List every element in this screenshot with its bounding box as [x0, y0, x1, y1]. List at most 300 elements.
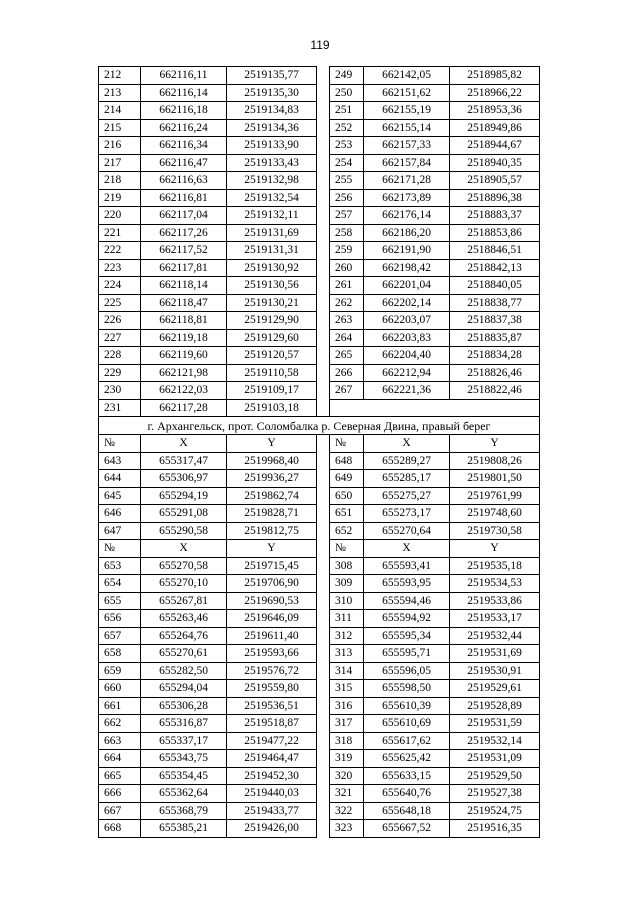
x-coordinate: 662198,42 — [364, 259, 450, 277]
y-coordinate: 2518985,82 — [450, 67, 540, 85]
y-coordinate: 2519464,47 — [227, 750, 317, 768]
column-gap — [317, 785, 330, 803]
point-number: 214 — [99, 102, 141, 120]
y-coordinate: 2518837,38 — [450, 312, 540, 330]
y-coordinate: 2519532,14 — [450, 732, 540, 750]
x-coordinate: 662117,52 — [141, 242, 227, 260]
column-gap — [317, 540, 330, 558]
y-coordinate: 2519452,30 — [227, 767, 317, 785]
column-gap — [317, 207, 330, 225]
y-coordinate: 2519531,09 — [450, 750, 540, 768]
y-coordinate: 2519129,90 — [227, 312, 317, 330]
x-coordinate: 662116,24 — [141, 119, 227, 137]
header-y: Y — [450, 540, 540, 558]
column-gap — [317, 119, 330, 137]
point-number: 217 — [99, 154, 141, 172]
point-number: 263 — [330, 312, 364, 330]
header-num: № — [99, 540, 141, 558]
x-coordinate: 655337,17 — [141, 732, 227, 750]
y-coordinate: 2519535,18 — [450, 557, 540, 575]
x-coordinate: 655593,95 — [364, 575, 450, 593]
section-2-body — [99, 452, 540, 540]
section-1-body — [99, 67, 540, 417]
point-number: 261 — [330, 277, 364, 295]
y-coordinate: 2519433,77 — [227, 802, 317, 820]
header-x: X — [141, 540, 227, 558]
x-coordinate: 655354,45 — [141, 767, 227, 785]
point-number: 267 — [330, 382, 364, 400]
y-coordinate: 2518905,57 — [450, 172, 540, 190]
table-row — [99, 610, 540, 628]
table-row — [99, 820, 540, 838]
column-gap — [317, 610, 330, 628]
x-coordinate: 655306,28 — [141, 697, 227, 715]
x-coordinate: 662117,81 — [141, 259, 227, 277]
x-coordinate: 662117,04 — [141, 207, 227, 225]
point-number: 252 — [330, 119, 364, 137]
point-number: 309 — [330, 575, 364, 593]
header-num: № — [99, 435, 141, 453]
y-coordinate: 2518822,46 — [450, 382, 540, 400]
point-number: 644 — [99, 470, 141, 488]
column-gap — [317, 487, 330, 505]
y-coordinate: 2519646,09 — [227, 610, 317, 628]
x-coordinate: 662116,34 — [141, 137, 227, 155]
x-coordinate: 655610,39 — [364, 697, 450, 715]
point-number: 321 — [330, 785, 364, 803]
table-row — [99, 470, 540, 488]
point-number: 227 — [99, 329, 141, 347]
x-coordinate: 662221,36 — [364, 382, 450, 400]
point-number: 661 — [99, 697, 141, 715]
x-coordinate: 655633,15 — [364, 767, 450, 785]
x-coordinate: 662157,84 — [364, 154, 450, 172]
table-row — [99, 347, 540, 365]
x-coordinate: 662155,19 — [364, 102, 450, 120]
point-number: 229 — [99, 364, 141, 382]
column-gap — [317, 732, 330, 750]
x-coordinate: 655270,58 — [141, 557, 227, 575]
point-number: 220 — [99, 207, 141, 225]
x-coordinate: 655595,34 — [364, 627, 450, 645]
header-x: X — [364, 435, 450, 453]
point-number: 319 — [330, 750, 364, 768]
table-row — [99, 119, 540, 137]
x-coordinate: 662151,62 — [364, 84, 450, 102]
x-coordinate: 662173,89 — [364, 189, 450, 207]
y-coordinate: 2519133,90 — [227, 137, 317, 155]
table-row — [99, 277, 540, 295]
column-gap — [317, 329, 330, 347]
point-number: 256 — [330, 189, 364, 207]
column-gap — [317, 505, 330, 523]
point-number: 221 — [99, 224, 141, 242]
x-coordinate: 662176,14 — [364, 207, 450, 225]
point-number: 253 — [330, 137, 364, 155]
x-coordinate: 655289,27 — [364, 452, 450, 470]
x-coordinate: 655667,52 — [364, 820, 450, 838]
column-gap — [317, 67, 330, 85]
y-coordinate: 2519132,54 — [227, 189, 317, 207]
column-gap — [317, 347, 330, 365]
x-coordinate: 655316,87 — [141, 715, 227, 733]
y-coordinate: 2519518,87 — [227, 715, 317, 733]
point-number: 650 — [330, 487, 364, 505]
y-coordinate: 2519536,51 — [227, 697, 317, 715]
x-coordinate: 655294,19 — [141, 487, 227, 505]
y-coordinate: 2519129,60 — [227, 329, 317, 347]
y-coordinate: 2519524,75 — [450, 802, 540, 820]
y-coordinate: 2519748,60 — [450, 505, 540, 523]
x-coordinate: 662186,20 — [364, 224, 450, 242]
y-coordinate: 2519808,26 — [450, 452, 540, 470]
y-coordinate: 2519533,86 — [450, 592, 540, 610]
column-gap — [317, 154, 330, 172]
table-row — [99, 137, 540, 155]
point-number: 649 — [330, 470, 364, 488]
y-coordinate: 2519134,36 — [227, 119, 317, 137]
column-gap — [317, 312, 330, 330]
table-row — [99, 382, 540, 400]
column-gap — [317, 662, 330, 680]
x-coordinate: 662116,14 — [141, 84, 227, 102]
column-gap — [317, 189, 330, 207]
table-row — [99, 294, 540, 312]
y-coordinate: 2519131,69 — [227, 224, 317, 242]
header-num: № — [330, 435, 364, 453]
y-coordinate: 2518842,13 — [450, 259, 540, 277]
table-row — [99, 715, 540, 733]
point-number: 310 — [330, 592, 364, 610]
table-row — [99, 67, 540, 85]
y-coordinate: 2519531,59 — [450, 715, 540, 733]
y-coordinate: 2518883,37 — [450, 207, 540, 225]
y-coordinate: 2519533,17 — [450, 610, 540, 628]
x-coordinate: 655273,17 — [364, 505, 450, 523]
table-row — [99, 207, 540, 225]
point-number: 667 — [99, 802, 141, 820]
table-row — [99, 452, 540, 470]
column-gap — [317, 452, 330, 470]
point-number: 251 — [330, 102, 364, 120]
caption-row — [99, 417, 540, 435]
table-row — [99, 662, 540, 680]
y-coordinate: 2519130,21 — [227, 294, 317, 312]
x-coordinate: 655596,05 — [364, 662, 450, 680]
y-coordinate: 2519132,11 — [227, 207, 317, 225]
y-coordinate: 2519134,83 — [227, 102, 317, 120]
point-number: 313 — [330, 645, 364, 663]
header-num: № — [330, 540, 364, 558]
y-coordinate: 2519812,75 — [227, 522, 317, 540]
table-row — [99, 172, 540, 190]
column-header-row — [99, 435, 540, 453]
x-coordinate: 655648,18 — [364, 802, 450, 820]
x-coordinate: 655343,75 — [141, 750, 227, 768]
point-number: 250 — [330, 84, 364, 102]
point-number: 314 — [330, 662, 364, 680]
point-number: 213 — [99, 84, 141, 102]
column-gap — [317, 294, 330, 312]
column-gap — [317, 680, 330, 698]
x-coordinate: 662116,11 — [141, 67, 227, 85]
point-number: 662 — [99, 715, 141, 733]
point-number: 230 — [99, 382, 141, 400]
x-coordinate: 662121,98 — [141, 364, 227, 382]
x-coordinate: 662204,40 — [364, 347, 450, 365]
column-gap — [317, 224, 330, 242]
x-coordinate: 662118,81 — [141, 312, 227, 330]
point-number: 225 — [99, 294, 141, 312]
table-row — [99, 487, 540, 505]
column-gap — [317, 575, 330, 593]
point-number: 315 — [330, 680, 364, 698]
column-header-row — [99, 540, 540, 558]
y-coordinate: 2519133,43 — [227, 154, 317, 172]
section-3-header — [99, 540, 540, 558]
x-coordinate: 655368,79 — [141, 802, 227, 820]
point-number: 265 — [330, 347, 364, 365]
y-coordinate: 2518835,87 — [450, 329, 540, 347]
table-row — [99, 680, 540, 698]
point-number: 231 — [99, 399, 141, 417]
x-coordinate: 662116,18 — [141, 102, 227, 120]
x-coordinate: 655640,76 — [364, 785, 450, 803]
x-coordinate: 655270,61 — [141, 645, 227, 663]
table-row — [99, 154, 540, 172]
y-coordinate: 2519611,40 — [227, 627, 317, 645]
point-number: 665 — [99, 767, 141, 785]
point-number: 648 — [330, 452, 364, 470]
x-coordinate: 662155,14 — [364, 119, 450, 137]
y-coordinate: 2519730,58 — [450, 522, 540, 540]
x-coordinate: 662157,33 — [364, 137, 450, 155]
table-row — [99, 364, 540, 382]
x-coordinate: 655282,50 — [141, 662, 227, 680]
x-coordinate: 655263,46 — [141, 610, 227, 628]
y-coordinate: 2519534,53 — [450, 575, 540, 593]
table-row — [99, 750, 540, 768]
y-coordinate: 2519131,31 — [227, 242, 317, 260]
y-coordinate: 2518846,51 — [450, 242, 540, 260]
x-coordinate: 655617,62 — [364, 732, 450, 750]
point-number: 664 — [99, 750, 141, 768]
x-coordinate: 662119,60 — [141, 347, 227, 365]
header-y: Y — [227, 540, 317, 558]
point-number: 652 — [330, 522, 364, 540]
column-gap — [317, 399, 330, 417]
point-number: 318 — [330, 732, 364, 750]
column-gap — [317, 522, 330, 540]
point-number: 322 — [330, 802, 364, 820]
column-gap — [317, 259, 330, 277]
header-x: X — [364, 540, 450, 558]
y-coordinate: 2518944,67 — [450, 137, 540, 155]
x-coordinate: 662201,04 — [364, 277, 450, 295]
y-coordinate: 2519936,27 — [227, 470, 317, 488]
point-number: 643 — [99, 452, 141, 470]
column-gap — [317, 697, 330, 715]
point-number: 262 — [330, 294, 364, 312]
y-coordinate: 2519110,58 — [227, 364, 317, 382]
point-number: 668 — [99, 820, 141, 838]
x-coordinate: 662118,47 — [141, 294, 227, 312]
x-coordinate: 655267,81 — [141, 592, 227, 610]
x-coordinate: 655595,71 — [364, 645, 450, 663]
point-number: 660 — [99, 680, 141, 698]
point-number: 646 — [99, 505, 141, 523]
x-coordinate: 655594,46 — [364, 592, 450, 610]
table-row — [99, 697, 540, 715]
y-coordinate: 2519576,72 — [227, 662, 317, 680]
table-row — [99, 189, 540, 207]
column-gap — [317, 470, 330, 488]
table-row — [99, 329, 540, 347]
header-y: Y — [227, 435, 317, 453]
section-3-body — [99, 557, 540, 837]
point-number: 266 — [330, 364, 364, 382]
point-number: 663 — [99, 732, 141, 750]
x-coordinate: 662117,28 — [141, 399, 227, 417]
y-coordinate: 2518940,35 — [450, 154, 540, 172]
column-gap — [317, 137, 330, 155]
table-row — [99, 767, 540, 785]
x-coordinate: 662171,28 — [364, 172, 450, 190]
x-coordinate: 655270,64 — [364, 522, 450, 540]
x-coordinate: 655598,50 — [364, 680, 450, 698]
table-row — [99, 575, 540, 593]
x-coordinate: 655593,41 — [364, 557, 450, 575]
column-gap — [317, 645, 330, 663]
point-number: 657 — [99, 627, 141, 645]
point-number: 257 — [330, 207, 364, 225]
column-gap — [317, 750, 330, 768]
y-coordinate: 2519530,91 — [450, 662, 540, 680]
x-coordinate: 655317,47 — [141, 452, 227, 470]
column-gap — [317, 172, 330, 190]
y-coordinate: 2518853,86 — [450, 224, 540, 242]
y-coordinate: 2519801,50 — [450, 470, 540, 488]
table-row — [99, 224, 540, 242]
column-gap — [317, 820, 330, 838]
table-row — [99, 557, 540, 575]
y-coordinate: 2518826,46 — [450, 364, 540, 382]
column-gap — [317, 592, 330, 610]
x-coordinate: 655294,04 — [141, 680, 227, 698]
y-coordinate: 2519426,00 — [227, 820, 317, 838]
point-number: 655 — [99, 592, 141, 610]
x-coordinate: 662117,26 — [141, 224, 227, 242]
y-coordinate: 2519690,53 — [227, 592, 317, 610]
point-number: 308 — [330, 557, 364, 575]
column-gap — [317, 767, 330, 785]
point-number: 224 — [99, 277, 141, 295]
y-coordinate: 2519593,66 — [227, 645, 317, 663]
y-coordinate: 2519130,56 — [227, 277, 317, 295]
x-coordinate: 655306,97 — [141, 470, 227, 488]
column-gap — [317, 627, 330, 645]
table-row — [99, 627, 540, 645]
point-number: 216 — [99, 137, 141, 155]
point-number: 320 — [330, 767, 364, 785]
x-coordinate: 655291,08 — [141, 505, 227, 523]
x-coordinate: 662122,03 — [141, 382, 227, 400]
point-number: 264 — [330, 329, 364, 347]
point-number: 647 — [99, 522, 141, 540]
y-coordinate: 2518953,36 — [450, 102, 540, 120]
x-coordinate: 655290,58 — [141, 522, 227, 540]
point-number: 226 — [99, 312, 141, 330]
y-coordinate: 2519706,90 — [227, 575, 317, 593]
y-coordinate: 2519103,18 — [227, 399, 317, 417]
section-caption: г. Архангельск, прот. Соломбалка р. Северная Двина, правый берег — [99, 417, 540, 435]
y-coordinate: 2518966,22 — [450, 84, 540, 102]
coordinates-table — [98, 66, 540, 838]
point-number: 311 — [330, 610, 364, 628]
column-gap — [317, 715, 330, 733]
x-coordinate: 662118,14 — [141, 277, 227, 295]
column-gap — [317, 84, 330, 102]
y-coordinate: 2519130,92 — [227, 259, 317, 277]
column-gap — [317, 802, 330, 820]
point-number: 254 — [330, 154, 364, 172]
column-gap — [317, 435, 330, 453]
y-coordinate: 2519529,61 — [450, 680, 540, 698]
y-coordinate: 2519862,74 — [227, 487, 317, 505]
point-number: 212 — [99, 67, 141, 85]
table-row — [99, 399, 540, 417]
header-y: Y — [450, 435, 540, 453]
x-coordinate: 655362,64 — [141, 785, 227, 803]
y-coordinate: 2518834,28 — [450, 347, 540, 365]
point-number: 653 — [99, 557, 141, 575]
x-coordinate: 655625,42 — [364, 750, 450, 768]
y-coordinate: 2519135,77 — [227, 67, 317, 85]
y-coordinate: 2519109,17 — [227, 382, 317, 400]
table-row — [99, 102, 540, 120]
y-coordinate: 2519828,71 — [227, 505, 317, 523]
empty-cell — [330, 399, 540, 417]
point-number: 658 — [99, 645, 141, 663]
point-number: 228 — [99, 347, 141, 365]
x-coordinate: 662142,05 — [364, 67, 450, 85]
table-row — [99, 522, 540, 540]
table-row — [99, 785, 540, 803]
y-coordinate: 2519715,45 — [227, 557, 317, 575]
point-number: 312 — [330, 627, 364, 645]
y-coordinate: 2519559,80 — [227, 680, 317, 698]
y-coordinate: 2519528,89 — [450, 697, 540, 715]
y-coordinate: 2519477,22 — [227, 732, 317, 750]
point-number: 249 — [330, 67, 364, 85]
column-gap — [317, 242, 330, 260]
y-coordinate: 2518840,05 — [450, 277, 540, 295]
x-coordinate: 655270,10 — [141, 575, 227, 593]
x-coordinate: 662202,14 — [364, 294, 450, 312]
point-number: 666 — [99, 785, 141, 803]
point-number: 651 — [330, 505, 364, 523]
y-coordinate: 2518896,38 — [450, 189, 540, 207]
point-number: 223 — [99, 259, 141, 277]
table-row — [99, 242, 540, 260]
y-coordinate: 2519440,03 — [227, 785, 317, 803]
table-row — [99, 505, 540, 523]
y-coordinate: 2519135,30 — [227, 84, 317, 102]
x-coordinate: 662212,94 — [364, 364, 450, 382]
x-coordinate: 662203,07 — [364, 312, 450, 330]
point-number: 258 — [330, 224, 364, 242]
column-gap — [317, 364, 330, 382]
